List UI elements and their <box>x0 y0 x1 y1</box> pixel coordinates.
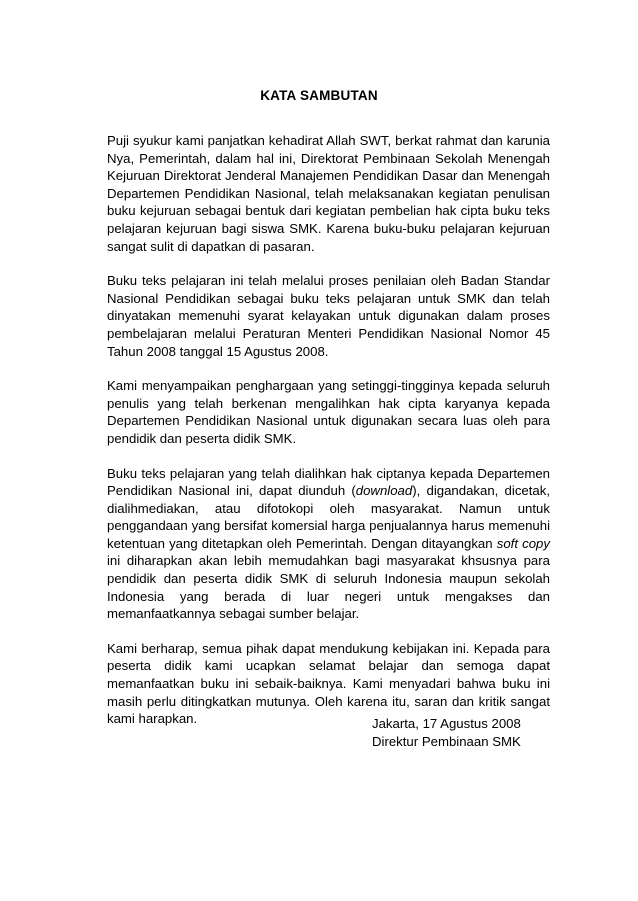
paragraph-5: Kami berharap, semua pihak dapat mendukung kebijakan ini. Kepada para peserta didik kami ucapkan selamat belajar dan semoga dapat memanfaatkan buku ini sebaik-baiknya. Kami menyadari bahwa buku ini masih perlu ditingkatkan mutunya. Oleh karena itu, saran dan kritik sangat kami harapkan. <box>107 640 550 727</box>
signature-block <box>372 715 521 750</box>
paragraph-2: Buku teks pelajaran ini telah melalui proses penilaian oleh Badan Standar Nasional Pendidikan sebagai buku teks pelajaran untuk SMK dan telah dinyatakan memenuhi syarat kelayakan untuk digunakan dalam proses pembelajaran melalui Peraturan Menteri Pendidikan Nasional Nomor 45 Tahun 2008 tanggal 15 Agustus 2008. <box>107 273 550 359</box>
paragraph-4 <box>107 465 550 623</box>
page-title: KATA SAMBUTAN <box>260 88 378 103</box>
paragraph-4-text-c: ini diharapkan akan lebih memudahkan bagi masyarakat khsusnya para pendidik dan peserta didik SMK di seluruh Indonesia maupun sekolah Indonesia yang berada di luar negeri untuk mengakses dan memanfaatkannya sebagai sumber belajar. <box>107 553 550 622</box>
soft-copy-term: soft copy <box>496 535 550 551</box>
signature-position: Direktur Pembinaan SMK <box>372 733 521 749</box>
paragraph-4-text-b: ), digandakan, dicetak, dialihmediakan, atau difotokopi oleh masyarakat. Namun untuk penggandaan yang bersifat komersial harga penjualannya harus memenuhi ketentuan yang ditetapkan oleh Pemerintah. Dengan ditayangkan <box>107 483 550 551</box>
paragraph-4-text-a: Buku teks pelajaran yang telah dialihkan hak ciptanya kepada Departemen Pendidikan Nasional ini, dapat diunduh ( <box>107 465 550 499</box>
paragraph-3: Kami menyampaikan penghargaan yang setinggi-tingginya kepada seluruh penulis yang telah berkenan mengalihkan hak cipta karyanya kepada Departemen Pendidikan Nasional untuk digunakan secara luas oleh para pendidik dan peserta didik SMK. <box>107 378 550 446</box>
download-term: download <box>355 483 413 499</box>
body-text <box>107 132 550 745</box>
signature-place-date: Jakarta, 17 Agustus 2008 <box>372 716 521 731</box>
paragraph-1: Puji syukur kami panjatkan kehadirat Allah SWT, berkat rahmat dan karunia Nya, Pemerintah, dalam hal ini, Direktorat Pembinaan Sekolah Menengah Kejuruan Direktorat Jenderal Manajemen Pendidikan Dasar dan Menengah Departemen Pendidikan Nasional, telah melaksanakan kegiatan penulisan buku kejuruan sebagai bentuk dari kegiatan pembelian hak cipta buku teks pelajaran kejuruan bagi siswa SMK. Karena buku-buku pelajaran kejuruan sangat sulit di dapatkan di pasaran. <box>107 133 550 254</box>
